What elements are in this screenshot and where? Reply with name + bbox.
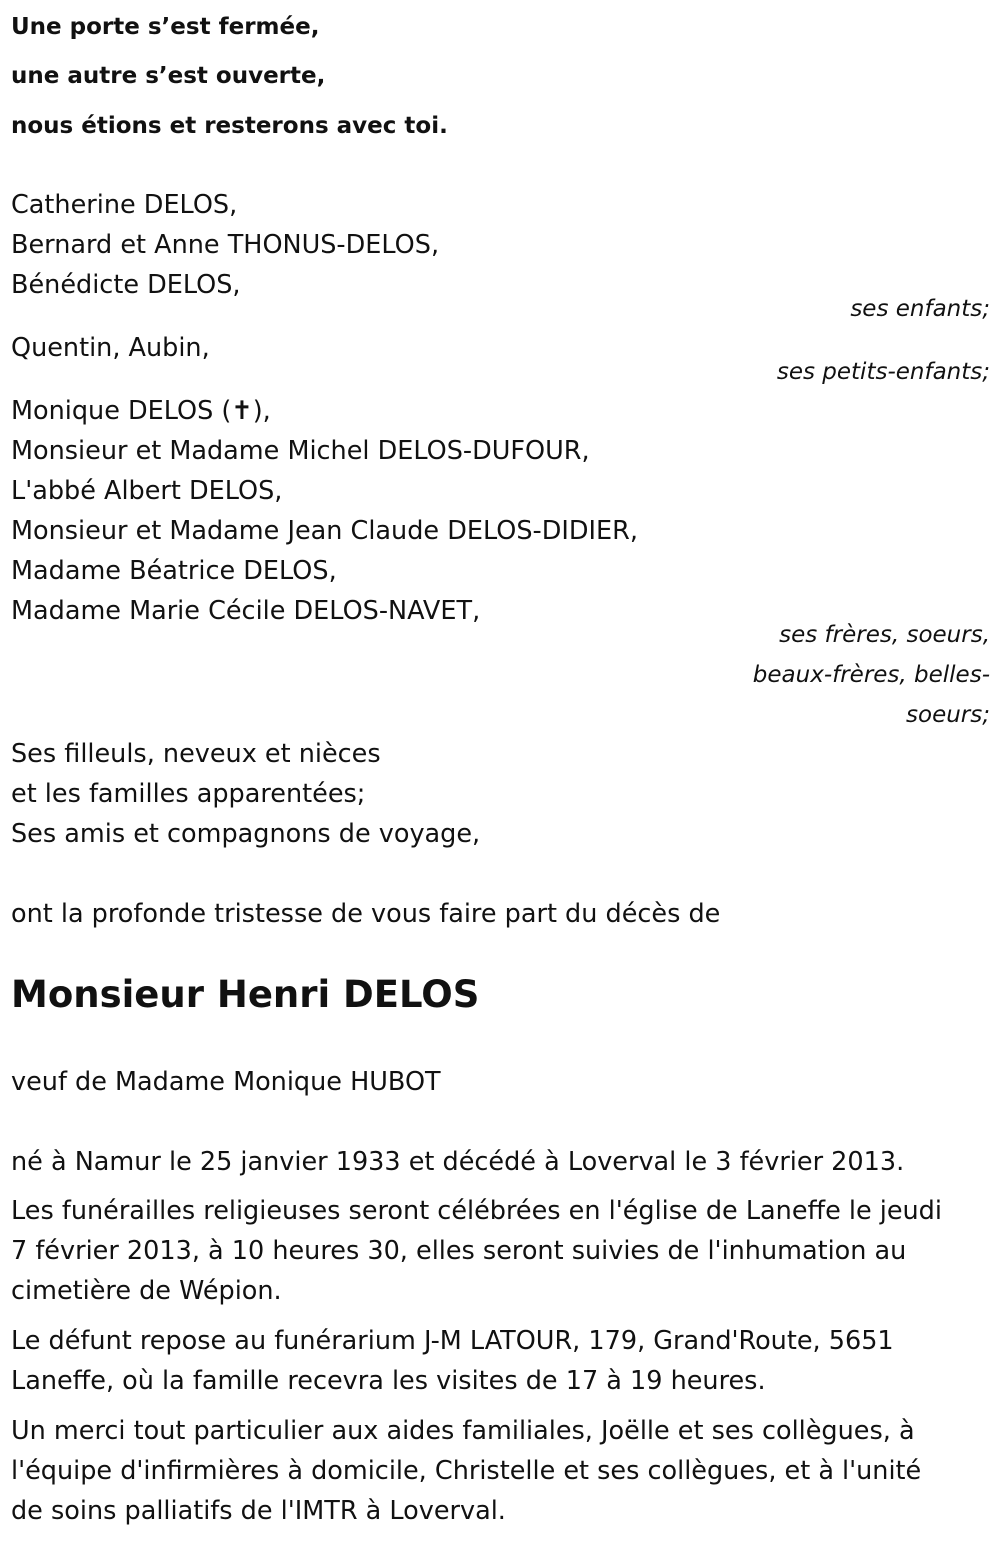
- child-name: Bernard et Anne THONUS-DELOS,: [11, 230, 440, 260]
- sibling-name: Monsieur et Madame Michel DELOS-DUFOUR,: [11, 436, 590, 466]
- body-line: Le défunt repose au funérarium J-M LATOUR, 179, Grand'Route, 5651: [11, 1326, 894, 1356]
- body-line: Un merci tout particulier aux aides familiales, Joëlle et ses collègues, à: [11, 1416, 915, 1446]
- body-line: cimetière de Wépion.: [11, 1276, 282, 1306]
- others-line: et les familles apparentées;: [11, 779, 366, 809]
- sibling-name: Monsieur et Madame Jean Claude DELOS-DIDIER,: [11, 516, 638, 546]
- siblings-relation-line: beaux-frères, belles-: [752, 662, 990, 688]
- body-line: de soins palliatifs de l'IMTR à Loverval.: [11, 1496, 506, 1526]
- body-line: l'équipe d'infirmières à domicile, Christelle et ses collègues, et à l'unité: [11, 1456, 922, 1486]
- poem-line: une autre s’est ouverte,: [11, 63, 326, 89]
- grandchild-name: Quentin, Aubin,: [11, 333, 210, 363]
- children-relation: ses enfants;: [850, 296, 990, 322]
- others-line: Ses filleuls, neveux et nièces: [11, 739, 381, 769]
- grandchildren-relation: ses petits-enfants;: [776, 359, 990, 385]
- poem-line: Une porte s’est fermée,: [11, 14, 320, 40]
- siblings-relation-line: soeurs;: [906, 702, 990, 728]
- poem-line: nous étions et resterons avec toi.: [11, 113, 448, 139]
- sibling-name: Madame Béatrice DELOS,: [11, 556, 337, 586]
- siblings-relation-line: ses frères, soeurs,: [779, 622, 990, 648]
- body-line: Laneffe, où la famille recevra les visites de 17 à 19 heures.: [11, 1366, 766, 1396]
- body-line: né à Namur le 25 janvier 1933 et décédé à Loverval le 3 février 2013.: [11, 1147, 905, 1177]
- body-line: 7 février 2013, à 10 heures 30, elles seront suivies de l'inhumation au: [11, 1236, 907, 1266]
- announcement-text: ont la profonde tristesse de vous faire part du décès de: [11, 899, 721, 929]
- child-name: Catherine DELOS,: [11, 190, 238, 220]
- sibling-name: Monique DELOS (✝),: [11, 396, 271, 426]
- deceased-name: Monsieur Henri DELOS: [11, 973, 480, 1016]
- others-line: Ses amis et compagnons de voyage,: [11, 819, 481, 849]
- child-name: Bénédicte DELOS,: [11, 270, 241, 300]
- widower-text: veuf de Madame Monique HUBOT: [11, 1067, 441, 1097]
- sibling-name: Madame Marie Cécile DELOS-NAVET,: [11, 596, 481, 626]
- body-line: Les funérailles religieuses seront célébrées en l'église de Laneffe le jeudi: [11, 1196, 942, 1226]
- sibling-name: L'abbé Albert DELOS,: [11, 476, 283, 506]
